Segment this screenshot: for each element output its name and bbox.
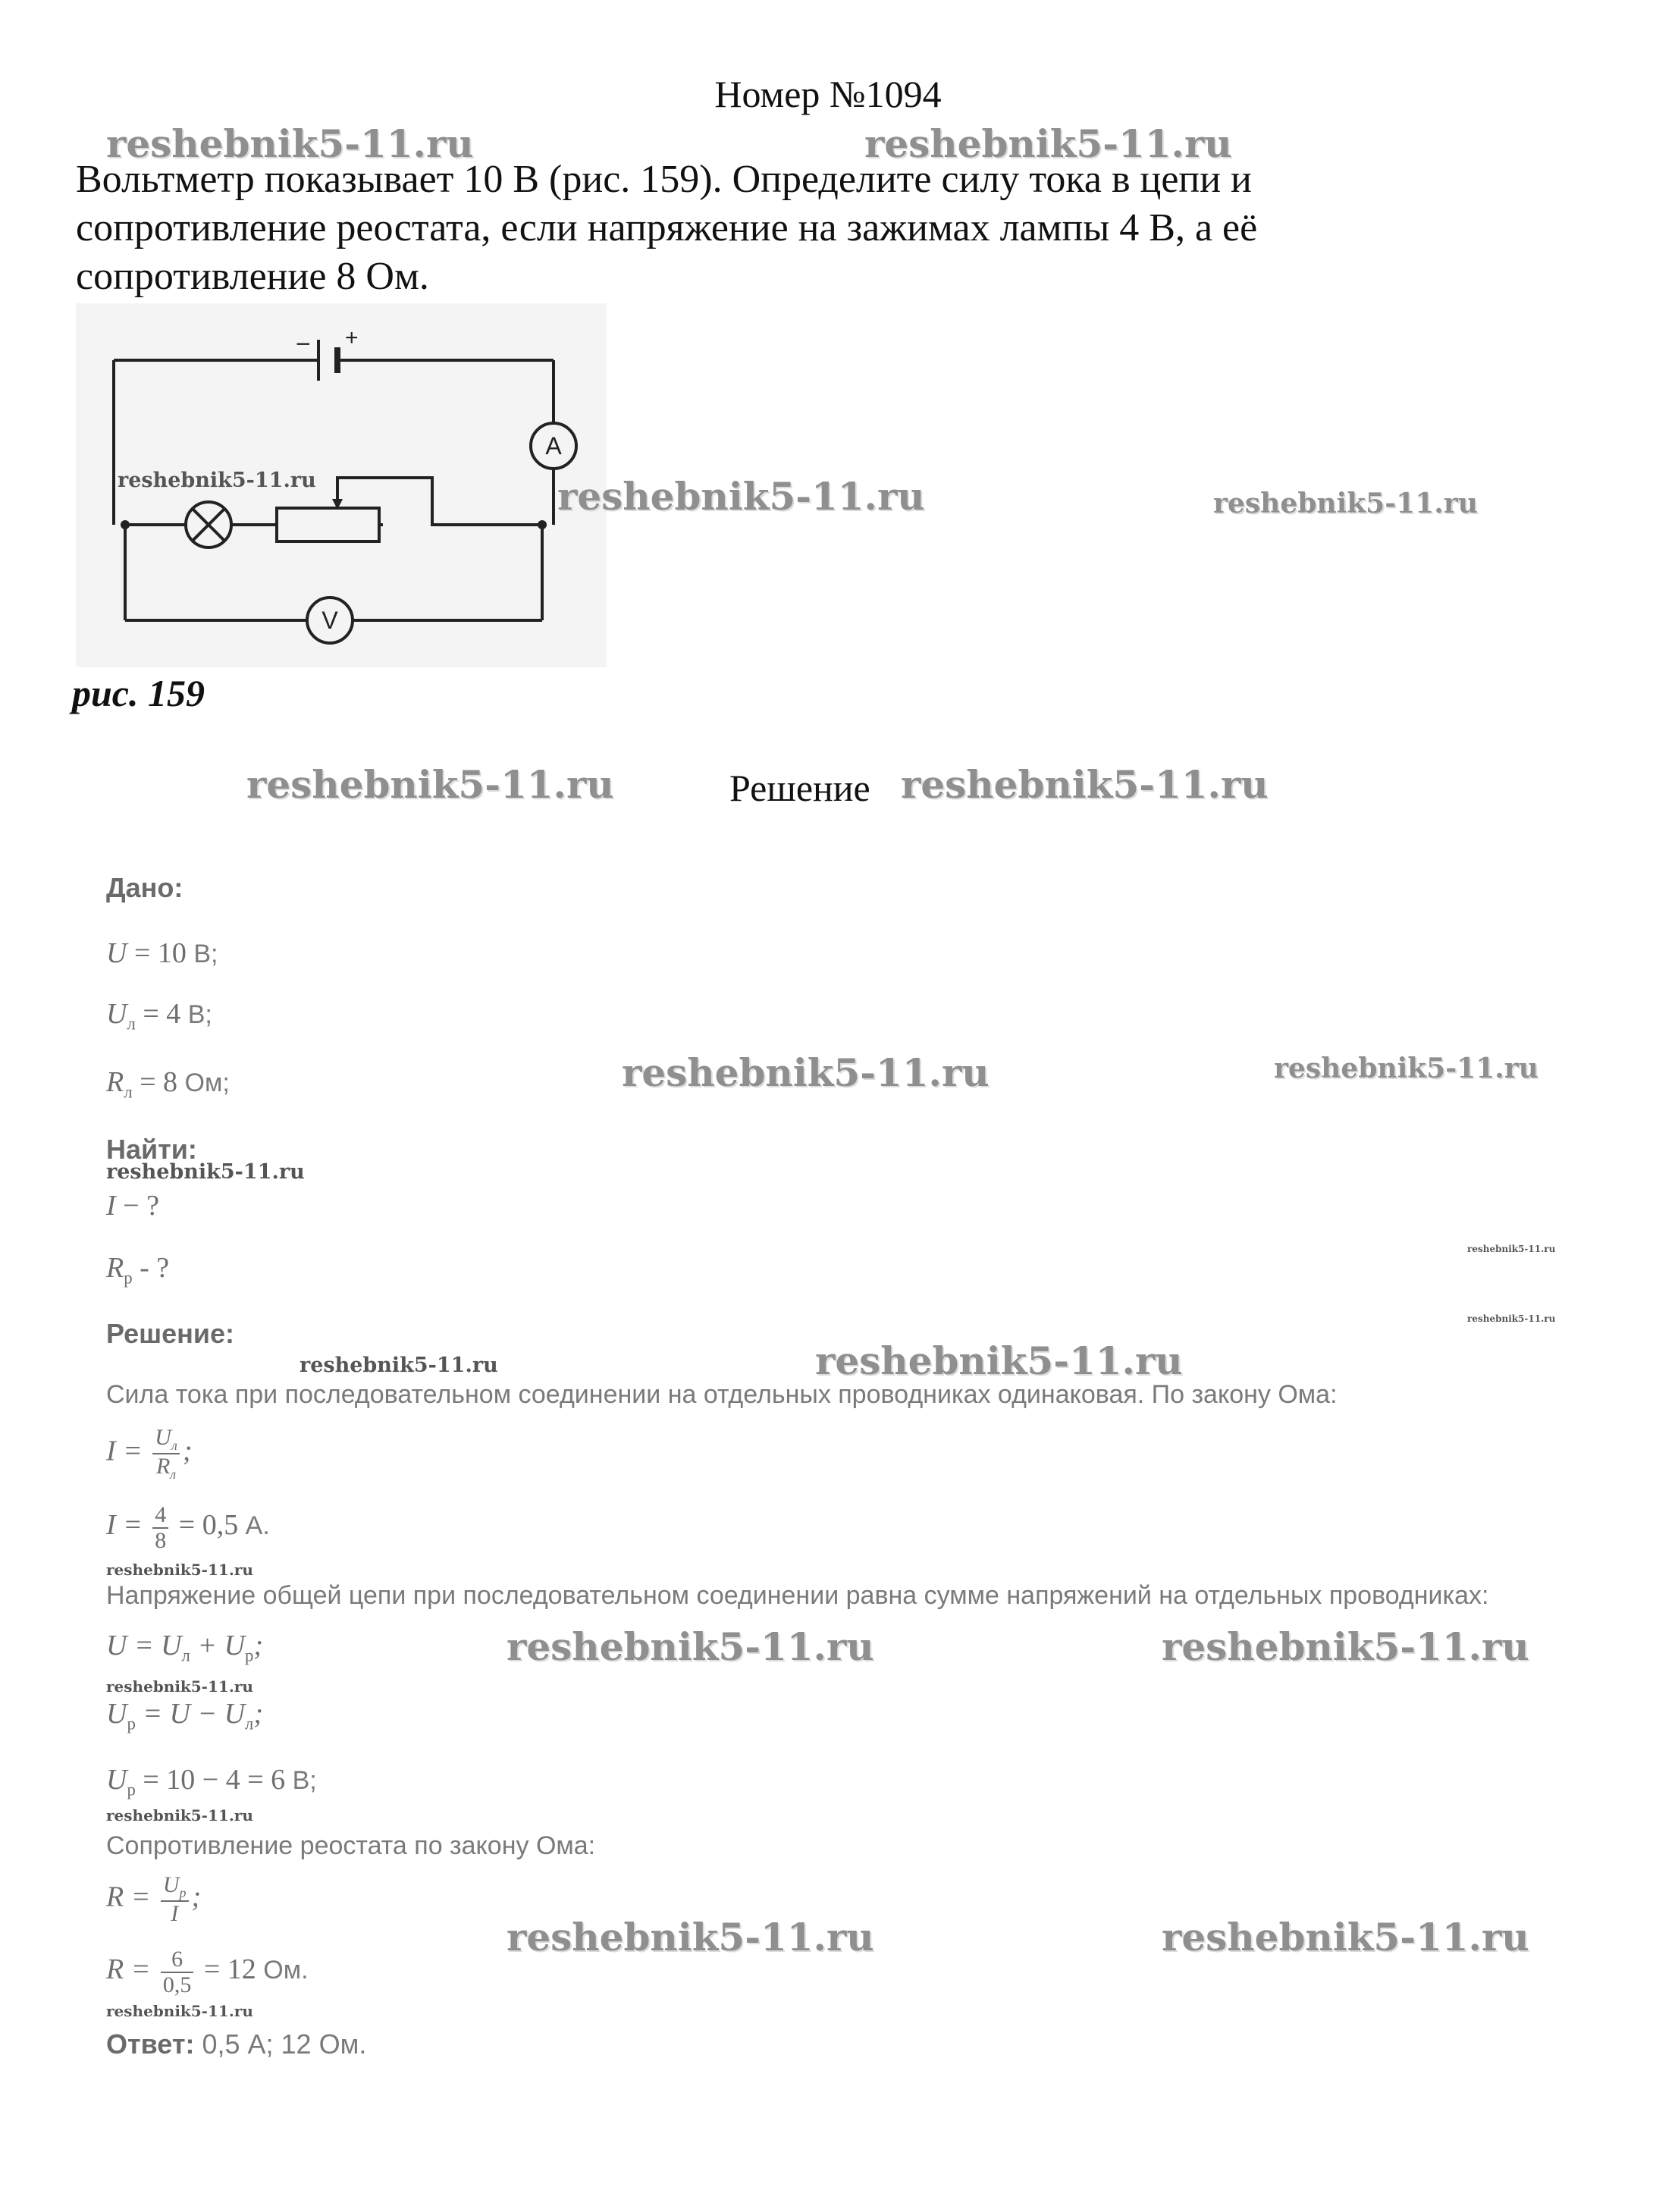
solution-text: Напряжение общей цепи при последовательном соединении равна сумме напряжений на отдельных проводниках: xyxy=(106,1581,1489,1610)
find-item: $R_р$ - ? xyxy=(106,1252,170,1288)
given-item: $R_л = 8$ Ом; xyxy=(106,1066,230,1102)
watermark-text: reshebnik5-11.ru xyxy=(106,1677,253,1696)
watermark-text: reshebnik5-11.ru xyxy=(901,762,1269,807)
solution-label: Решение: xyxy=(106,1318,235,1349)
formula: $U_р = U - U_л$; xyxy=(106,1698,264,1734)
watermark-text: reshebnik5-11.ru xyxy=(106,1160,305,1184)
battery-minus-label: − xyxy=(296,330,311,359)
given-item: $U_л = 4$ В; xyxy=(106,998,212,1034)
watermark-text: reshebnik5-11.ru xyxy=(864,121,1232,166)
find-item: I − ? xyxy=(106,1190,159,1222)
watermark-text: reshebnik5-11.ru xyxy=(1162,1915,1529,1959)
watermark-text: reshebnik5-11.ru xyxy=(1274,1053,1538,1084)
watermark-text: reshebnik5-11.ru xyxy=(106,2002,253,2020)
watermark-text: reshebnik5-11.ru xyxy=(557,474,925,519)
formula: I = $\frac{4}{8}$ = 0,5 А. xyxy=(106,1502,270,1553)
watermark-text: reshebnik5-11.ru xyxy=(1467,1244,1556,1254)
watermark-text: reshebnik5-11.ru xyxy=(1213,488,1478,519)
problem-line: сопротивление реостата, если напряжение на зажимах лампы 4 В, а её xyxy=(76,206,1258,249)
rheostat-slider-wire xyxy=(337,478,542,525)
watermark-text: reshebnik5-11.ru xyxy=(118,469,316,492)
solution-text: Сопротивление реостата по закону Ома: xyxy=(106,1831,596,1860)
problem-line: Вольтметр показывает 10 В (рис. 159). Определите силу тока в цепи и xyxy=(76,158,1252,201)
battery-plus-label: + xyxy=(345,325,359,350)
formula: $U_р = 10 - 4 = 6$ В; xyxy=(106,1764,317,1799)
watermark-text: reshebnik5-11.ru xyxy=(300,1354,498,1377)
watermark-text: reshebnik5-11.ru xyxy=(106,1561,253,1579)
watermark-text: reshebnik5-11.ru xyxy=(106,121,474,166)
watermark-text: reshebnik5-11.ru xyxy=(1162,1624,1529,1669)
solution-text: Сила тока при последовательном соединении на отдельных проводниках одинаковая. По закону Ома: xyxy=(106,1380,1338,1409)
page-title: Номер №1094 xyxy=(714,73,942,115)
junction-node xyxy=(121,520,130,529)
find-label: Найти: xyxy=(106,1134,197,1165)
rheostat-body xyxy=(277,508,379,541)
solution-heading: Решение xyxy=(729,767,870,809)
problem-statement xyxy=(76,155,1257,301)
watermark-text: reshebnik5-11.ru xyxy=(815,1338,1183,1383)
watermark-text: reshebnik5-11.ru xyxy=(507,1915,874,1959)
voltmeter-label: V xyxy=(321,607,338,634)
watermark-text: reshebnik5-11.ru xyxy=(622,1050,990,1095)
formula: R = $\frac{U_р}{I}$ ; xyxy=(106,1872,202,1926)
watermark-text: reshebnik5-11.ru xyxy=(106,1806,253,1825)
problem-line: сопротивление 8 Ом. xyxy=(76,255,429,298)
watermark-text: reshebnik5-11.ru xyxy=(1467,1313,1556,1324)
watermark-text: reshebnik5-11.ru xyxy=(507,1624,874,1669)
formula: R = $\frac{6}{0,5}$ = 12 Ом. xyxy=(106,1947,309,1997)
formula: $U = U_л + U_р$; xyxy=(106,1630,264,1665)
given-item: U = 10 В; xyxy=(106,937,218,969)
watermark-text: reshebnik5-11.ru xyxy=(246,762,614,807)
formula: I = $\frac{U_л}{R_л}$ ; xyxy=(106,1425,193,1482)
given-label: Дано: xyxy=(106,872,183,903)
figure-caption: рис. 159 xyxy=(72,672,205,714)
ammeter-label: A xyxy=(545,432,562,460)
answer-line: Ответ: 0,5 А; 12 Ом. xyxy=(106,2028,367,2060)
junction-node xyxy=(538,520,547,529)
